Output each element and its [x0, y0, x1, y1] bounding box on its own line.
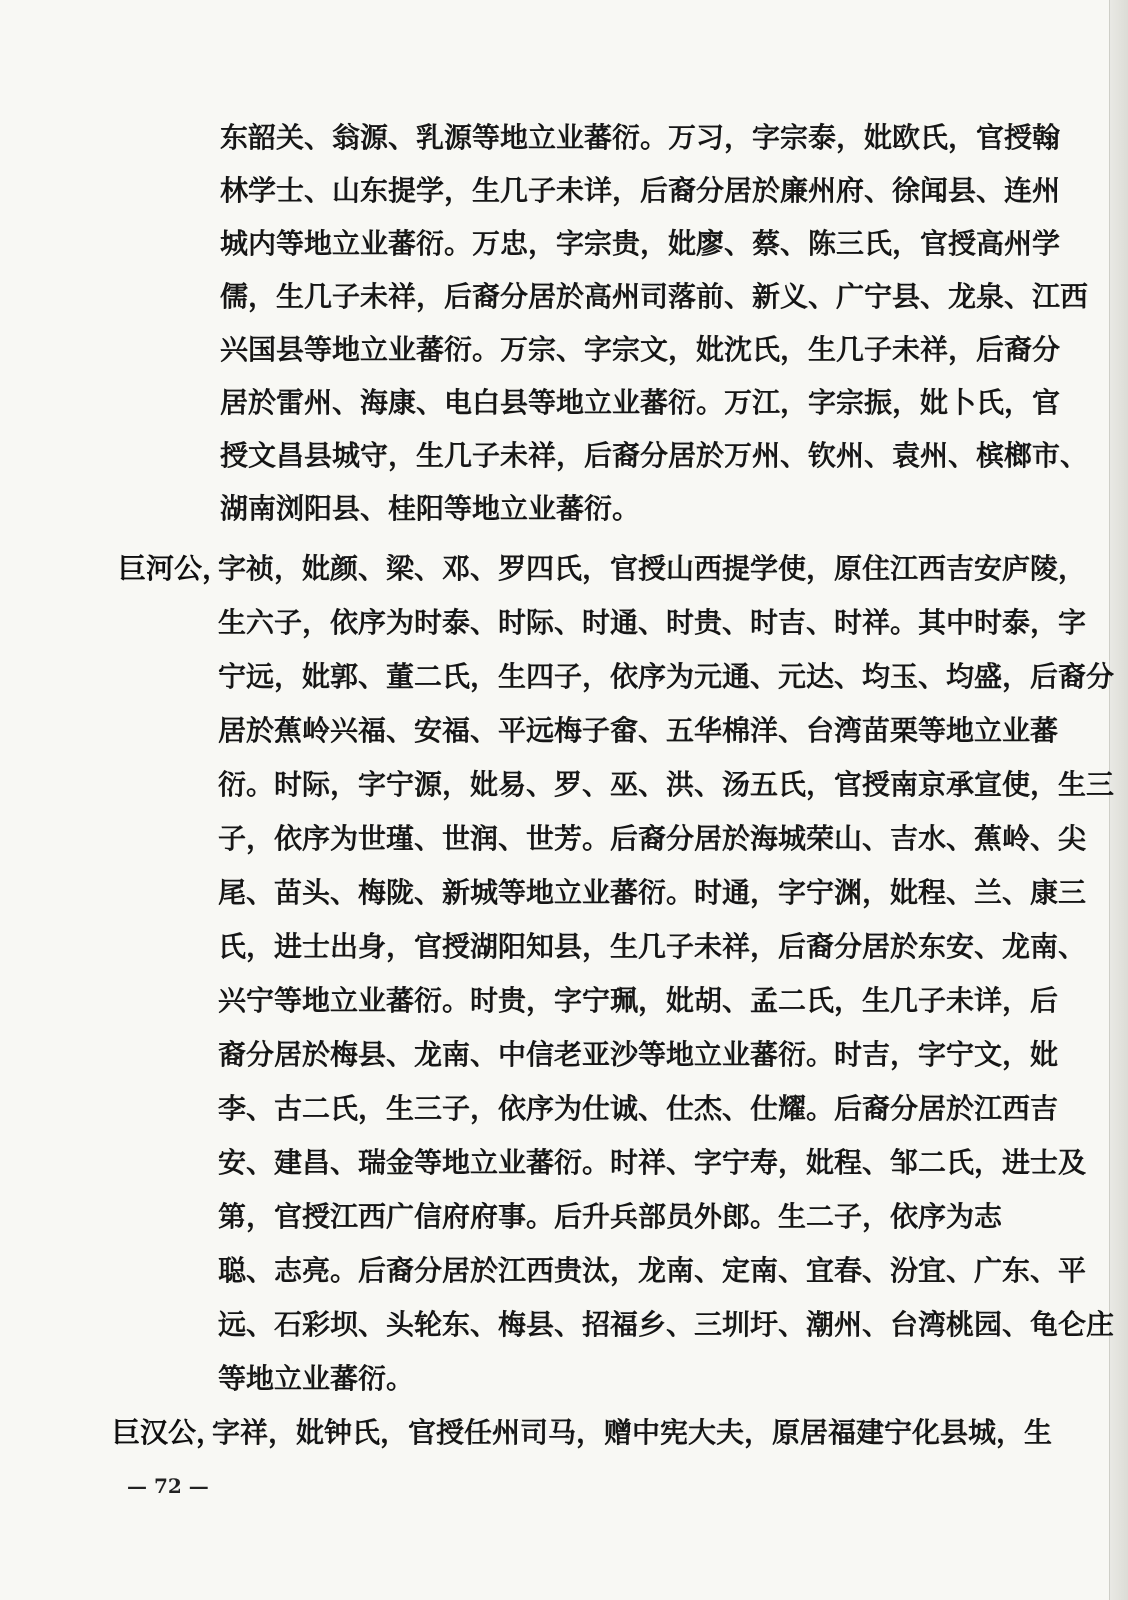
text-line: 生六子，依序为时泰、时际、时通、时贵、时吉、时祥。其中时泰，字: [218, 606, 1087, 639]
text-line: 氏，进士出身，官授湖阳知县，生几子未祥，后裔分居於东安、龙南、: [218, 930, 1087, 963]
text-line: 衍。时际，字宁源，妣易、罗、巫、洪、汤五氏，官授南京承宣使，生三: [218, 768, 1115, 801]
text-line: 聪、志亮。后裔分居於江西贵汰，龙南、定南、宜春、汾宜、广东、平: [218, 1254, 1087, 1287]
page-number: — 72 —: [127, 1474, 209, 1498]
text-line: 字祯，妣颜、梁、邓、罗四氏，官授山西提学使，原住江西吉安庐陵，: [218, 552, 1087, 585]
section-heading: 巨汉公，: [112, 1416, 225, 1449]
text-line: 裔分居於梅县、龙南、中信老亚沙等地立业蕃衍。时吉，字宁文，妣: [218, 1038, 1059, 1071]
text-line: 林学士、山东提学，生几子未详，后裔分居於廉州府、徐闻县、连州: [220, 174, 1061, 207]
text-line: 城内等地立业蕃衍。万忠，字宗贵，妣廖、蔡、陈三氏，官授高州学: [220, 227, 1061, 260]
text-line: 第，官授江西广信府府事。后升兵部员外郎。生二子，依序为志: [218, 1200, 1003, 1233]
text-line: 李、古二氏，生三子，依序为仕诚、仕杰、仕耀。后裔分居於江西吉: [218, 1092, 1059, 1125]
text-line: 子，依序为世瑾、世润、世芳。后裔分居於海城荣山、吉水、蕉岭、尖: [218, 822, 1087, 855]
text-line: 授文昌县城守，生几子未祥，后裔分居於万州、钦州、袁州、槟榔市、: [220, 439, 1089, 472]
text-line: 湖南浏阳县、桂阳等地立业蕃衍。: [220, 492, 641, 525]
text-line: 居於雷州、海康、电白县等地立业蕃衍。万江，字宗振，妣卜氏，官: [220, 386, 1061, 419]
text-line: 字祥，妣钟氏，官授任州司马，赠中宪大夫，原居福建宁化县城，生: [212, 1416, 1053, 1449]
text-line: 兴宁等地立业蕃衍。时贵，字宁珮，妣胡、孟二氏，生几子未详，后: [218, 984, 1059, 1017]
text-line: 等地立业蕃衍。: [218, 1362, 415, 1395]
text-line: 儒，生几子未祥，后裔分居於高州司落前、新义、广宁县、龙泉、江西: [220, 280, 1089, 313]
text-line: 安、建昌、瑞金等地立业蕃衍。时祥、字宁寿，妣程、邹二氏，进士及: [218, 1146, 1087, 1179]
text-line: 东韶关、翁源、乳源等地立业蕃衍。万习，字宗泰，妣欧氏，官授翰: [220, 121, 1061, 154]
text-line: 宁远，妣郭、董二氏，生四子，依序为元通、元达、均玉、均盛，后裔分: [218, 660, 1115, 693]
text-line: 居於蕉岭兴福、安福、平远梅子畲、五华棉洋、台湾苗栗等地立业蕃: [218, 714, 1059, 747]
section-heading: 巨河公，: [118, 552, 231, 585]
text-line: 兴国县等地立业蕃衍。万宗、字宗文，妣沈氏，生几子未祥，后裔分: [220, 333, 1061, 366]
text-line: 远、石彩坝、头轮东、梅县、招福乡、三圳圩、潮州、台湾桃园、龟仑庄: [218, 1308, 1115, 1341]
text-line: 尾、苗头、梅陇、新城等地立业蕃衍。时通，字宁渊，妣程、兰、康三: [218, 876, 1087, 909]
